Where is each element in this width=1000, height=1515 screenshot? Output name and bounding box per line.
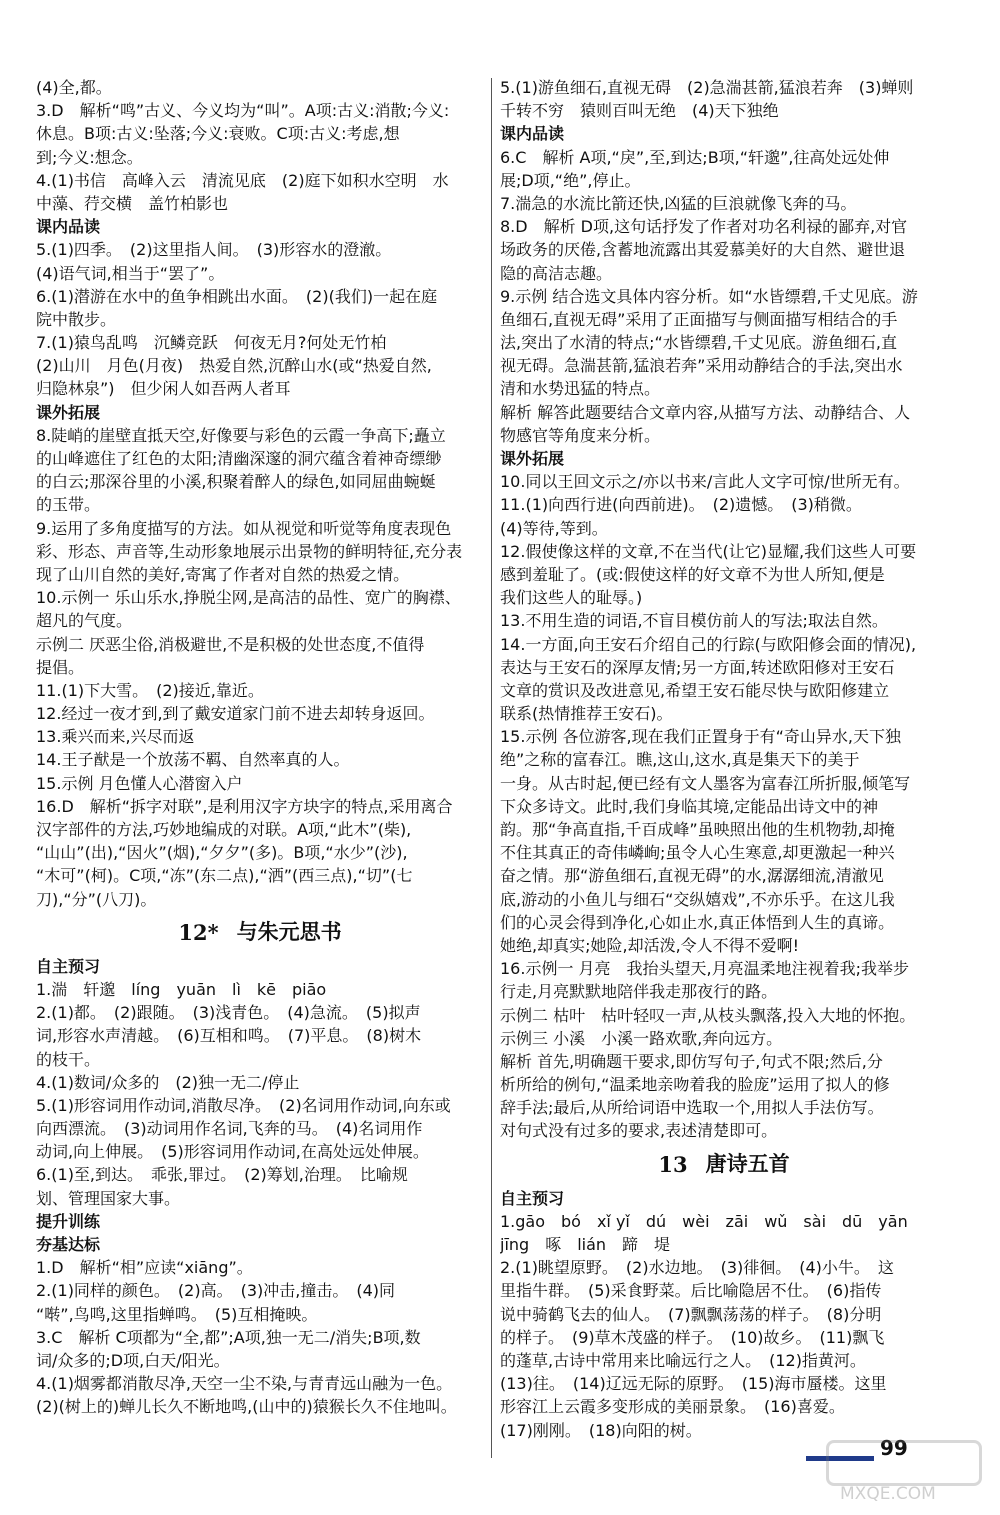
text-line: “木可”(柯)。C项,“冻”(东二点),“洒”(西三点),“切”(七	[36, 866, 413, 886]
text-line: 14.一方面,向王安石介绍自己的行踪(与欧阳修会面的情况),	[500, 634, 917, 654]
page-number: 99	[880, 1436, 908, 1460]
section-heading: 课外拓展	[36, 402, 101, 422]
text-line: 院中散步。	[36, 309, 117, 329]
text-line: 里指牛群。 (5)采食野菜。后比喻隐居不仕。 (6)指传	[500, 1281, 882, 1301]
section-13-name: 唐诗五首	[705, 1152, 790, 1177]
text-line: 6.(1)至,到达。 乖张,罪过。 (2)筹划,治理。 比喻规	[36, 1165, 408, 1185]
text-line: 提倡。	[36, 657, 85, 677]
text-line: 休息。B项:古义:坠落;今义:衰败。C项:古义:考虑,想	[36, 124, 400, 144]
text-line: 11.(1)向西行进(向西前进)。 (2)遗憾。 (3)稍微。	[500, 495, 862, 515]
text-line: 7.(1)猿鸟乱鸣 沉鳞竞跃 何夜无月?何处无竹柏	[36, 333, 387, 353]
text-line: 6.(1)潜游在水中的鱼争相跳出水面。 (2)(我们)一起在庭	[36, 286, 438, 306]
text-line: 示例二 枯叶 枯叶轻叹一声,从枝头飘落,投入大地的怀抱。	[500, 1005, 916, 1025]
text-line: 动词,向上伸展。 (5)形容词用作动词,在高处远处伸展。	[36, 1142, 429, 1162]
section-heading: 课内品读	[36, 217, 101, 237]
text-line: 5.(1)四季。 (2)这里指人间。 (3)形容水的澄澈。	[36, 240, 392, 260]
text-line: 1.湍 轩邈 líng yuān lì kē piāo	[36, 979, 327, 999]
text-line: 奋之情。那“游鱼细石,直视无碍”的水,潺潺细流,清澈见	[500, 866, 884, 886]
text-line: 到;今义:想念。	[36, 147, 143, 167]
text-line: 中藻、荇交横 盖竹柏影也	[36, 193, 229, 213]
text-line: 超凡的气度。	[36, 611, 133, 631]
text-line: 绝”之称的富春江。瞧,这山,这水,真是集天下的美于	[500, 750, 860, 770]
text-line: 9.运用了多角度描写的方法。如从视觉和听觉等角度表现色	[36, 518, 452, 538]
right-lines	[500, 76, 948, 1143]
text-line: 4.(1)数词/众多的 (2)独一无二/停止	[36, 1072, 300, 1092]
text-line: 她绝,却真实;她险,却活泼,令人不得不爱啊!	[500, 935, 800, 955]
text-line: 8.D 解析 D项,这句话抒发了作者对功名利禄的鄙弃,对官	[500, 217, 908, 237]
watermark-url: MXQE.COM	[840, 1484, 936, 1504]
section-heading: 课内品读	[500, 124, 565, 144]
text-line: 10.示例一 乐山乐水,挣脱尘网,是高洁的品性、宽广的胸襟、	[36, 588, 461, 608]
text-line: 我们这些人的耻辱。)	[500, 588, 643, 608]
text-line: 16.D 解析“拆字对联”,是利用汉字方块字的特点,采用离合	[36, 796, 453, 816]
text-line: 现了山川自然的美好,寄寓了作者对自然的热爱之情。	[36, 564, 410, 584]
text-line: 6.C 解析 A项,“戾”,至,到达;B项,“轩邈”,往高处远处伸	[500, 147, 890, 167]
text-line: 汉字部件的方法,巧妙地编成的对联。A项,“此木”(柴),	[36, 820, 412, 839]
section-heading: 自主预习	[500, 1188, 565, 1208]
text-line: 下众多诗文。此时,我们身临其境,定能品出诗文中的神	[500, 796, 879, 816]
text-line: 对句式没有过多的要求,表述清楚即可。	[500, 1121, 778, 1141]
text-line: (2)(树上的)蝉儿长久不断地鸣,(山中的)猿猴长久不住地叫。	[36, 1397, 457, 1417]
text-line: 13.不用生造的词语,不盲目模仿前人的写法;取法自然。	[500, 611, 888, 631]
text-line: 的样子。 (9)草木茂盛的样子。 (10)故乡。 (11)飘飞	[500, 1327, 885, 1347]
text-line: 感到羞耻了。(或:假使这样的好文章不为世人所知,便是	[500, 564, 885, 584]
text-line: 形容江上云霞多变形成的美丽景象。 (16)喜爱。	[500, 1397, 845, 1417]
text-line: 7.湍急的水流比箭还快,凶猛的巨浪就像飞奔的马。	[500, 193, 857, 213]
text-line: 场政务的厌倦,含蓄地流露出其爱慕美好的大自然、避世退	[500, 240, 906, 260]
text-line: 解析 首先,明确题干要求,即仿写句子,句式不限;然后,分	[500, 1051, 883, 1071]
text-line: 4.(1)书信 高峰入云 清流见底 (2)庭下如积水空明 水	[36, 170, 449, 190]
text-line: 彩、形态、声音等,生动形象地展示出景物的鲜明特征,充分表	[36, 541, 463, 561]
text-line: 11.(1)下大雪。 (2)接近,靠近。	[36, 680, 264, 700]
text-line: 的白云;那深谷里的小溪,积聚着醉人的绿色,如同屈曲蜿蜒	[36, 472, 436, 492]
text-line: 析所给的例句,“温柔地亲吻着我的脸庞”运用了拟人的修	[500, 1075, 890, 1095]
text-line: 5.(1)游鱼细石,直视无碍 (2)急湍甚箭,猛浪若奔 (3)蝉则	[500, 78, 914, 97]
left-column	[36, 76, 484, 1419]
text-line: 16.示例一 月亮 我抬头望天,月亮温柔地注视着我;我举步	[500, 959, 910, 979]
text-line: 示例二 厌恶尘俗,消极避世,不是积极的处世态度,不值得	[36, 634, 425, 654]
text-line: 的玉带。	[36, 495, 101, 515]
text-line: 词/众多的;D项,白天/阳光。	[36, 1350, 230, 1370]
text-line: 1.gāo bó xǐ yǐ dú wèi zāi wǔ sài dū yān	[500, 1211, 908, 1231]
text-line: 文章的赏识及改进意见,希望王安石能尽快与欧阳修建立	[500, 680, 890, 700]
text-line: 联系(热情推荐王安石)。	[500, 704, 673, 724]
text-line: 韵。那“争高直指,千百成峰”虽映照出他的生机物勃,却掩	[500, 820, 895, 839]
text-line: 3.D 解析“鸣”古义、今义均为“叫”。A项:古义:消散;今义:	[36, 101, 450, 121]
text-line: 8.陡峭的崖壁直抵天空,好像要与彩色的云霞一争高下;矗立	[36, 425, 446, 445]
text-line: 物感官等角度来分析。	[500, 425, 661, 445]
text-line: 9.示例 结合选文具体内容分析。如“水皆缥碧,千丈见底。游	[500, 286, 918, 306]
text-line: 12.经过一夜才到,到了戴安道家门前不进去却转身返回。	[36, 704, 435, 724]
watermark	[826, 1440, 976, 1506]
left-lines-after	[36, 955, 484, 1419]
text-line: 14.王子猷是一个放荡不羁、自然率真的人。	[36, 750, 350, 770]
text-line: 清和水势迅猛的特点。	[500, 379, 661, 399]
text-line: 12.假使像这样的文章,不在当代(让它)显耀,我们这些人可要	[500, 541, 917, 561]
text-line: 2.(1)同样的颜色。 (2)高。 (3)冲击,撞击。 (4)同	[36, 1281, 396, 1301]
section-12-title	[36, 911, 484, 955]
text-line: (4)等待,等到。	[500, 518, 608, 538]
section-heading: 课外拓展	[500, 449, 565, 468]
text-line: 表达与王安石的深厚友情;另一方面,转述欧阳修对王安石	[500, 657, 895, 677]
text-line: (4)全,都。	[36, 78, 112, 97]
text-line: 5.(1)形容词用作动词,消散尽净。 (2)名词用作动词,向东或	[36, 1095, 451, 1115]
text-line: (13)往。 (14)辽远无际的原野。 (15)海市蜃楼。这里	[500, 1374, 887, 1394]
section-heading: 自主预习	[36, 956, 101, 976]
text-line: 词,形容水声清越。 (6)互相和鸣。 (7)平息。 (8)树木	[36, 1026, 422, 1046]
left-lines	[36, 76, 484, 911]
section-13-number: 13	[658, 1152, 688, 1178]
text-line: 划、管理国家大事。	[36, 1188, 181, 1208]
text-line: 一身。从古时起,便已经有文人墨客为富春江所折服,倾笔写	[500, 773, 911, 793]
text-line: 法,突出了水清的特点;“水皆缥碧,千丈见底。游鱼细石,直	[500, 333, 897, 353]
text-line: 2.(1)都。 (2)跟随。 (3)浅青色。 (4)急流。 (5)拟声	[36, 1003, 421, 1023]
text-line: 15.示例 月色懂人心潜窗入户	[36, 773, 243, 793]
right-lines-after	[500, 1187, 948, 1442]
text-line: 2.(1)眺望原野。 (2)水边地。 (3)徘徊。 (4)小牛。 这	[500, 1258, 894, 1278]
text-line: 展;D项,“绝”,停止。	[500, 170, 641, 190]
text-line: 行走,月亮默默地陪伴我走那夜行的路。	[500, 982, 778, 1002]
text-line: 的蓬草,古诗中常用来比喻远行之人。 (12)指黄河。	[500, 1350, 866, 1370]
text-line: 归隐林泉”) 但少闲人如吾两人者耳	[36, 379, 291, 399]
text-line: 千转不穷 猿则百叫无绝 (4)天下独绝	[500, 101, 779, 121]
column-divider	[491, 78, 492, 1458]
text-line: jīng 啄 lián 蹄 堤	[500, 1235, 671, 1254]
text-line: “山山”(出),“因火”(烟),“夕夕”(多)。B项,“水少”(沙),	[36, 843, 408, 863]
text-line: 的枝干。	[36, 1049, 101, 1069]
text-line: (4)语气词,相当于“罢了”。	[36, 263, 225, 283]
text-line: 的山峰遮住了红色的太阳;清幽深邃的洞穴蕴含着神奇缥缈	[36, 449, 442, 468]
text-line: 1.D 解析“相”应读“xiāng”。	[36, 1258, 253, 1278]
section-13-title	[500, 1143, 948, 1187]
text-line: 10.同以王回文示之/亦以书来/言此人文字可惊/世所无有。	[500, 472, 910, 492]
text-line: 向西漂流。 (3)动词用作名词,飞奔的马。 (4)名词用作	[36, 1119, 423, 1139]
text-line: 刀),“分”(八刀)。	[36, 889, 157, 909]
text-line: (17)刚刚。 (18)向阳的树。	[500, 1420, 702, 1440]
section-12-name: 与朱元思书	[236, 920, 342, 945]
watermark-logo	[826, 1440, 982, 1486]
text-line: 底,游动的小鱼儿与细石“交纵嬉戏”,不亦乐乎。在这儿我	[500, 889, 895, 909]
section-12-number: 12*	[178, 920, 219, 946]
section-heading: 夯基达标	[36, 1235, 101, 1254]
text-line: 不住其真正的奇伟嶙峋;虽令人心生寒意,却更激起一种兴	[500, 843, 895, 863]
right-column	[500, 76, 948, 1442]
text-line: 辞手法;最后,从所给词语中选取一个,用拟人手法仿写。	[500, 1098, 884, 1118]
text-line: 15.示例 各位游客,现在我们正置身于有“奇山异水,天下独	[500, 727, 901, 747]
text-line: 们的心灵会得到净化,心如止水,真正体悟到人生的真谛。	[500, 912, 895, 932]
text-line: 隐的高洁志趣。	[500, 263, 613, 283]
text-line: 鱼细石,直视无碍”采用了正面描写与侧面描写相结合的手	[500, 309, 898, 329]
text-line: 解析 解答此题要结合文章内容,从描写方法、动静结合、人	[500, 402, 911, 422]
text-line: 4.(1)烟雾都消散尽净,天空一尘不染,与青青远山融为一色。	[36, 1374, 453, 1394]
text-line: 3.C 解析 C项都为“全,都”;A项,独一无二/消失;B项,数	[36, 1327, 421, 1347]
text-line: 说中骑鹤飞去的仙人。 (7)飘飘荡荡的样子。 (8)分明	[500, 1304, 882, 1324]
text-line: 13.乘兴而来,兴尽而返	[36, 727, 195, 747]
text-line: 视无碍。急湍甚箭,猛浪若奔”采用动静结合的手法,突出水	[500, 356, 903, 376]
text-line: 示例三 小溪 小溪一路欢歌,奔向远方。	[500, 1028, 783, 1048]
section-heading: 提升训练	[36, 1211, 101, 1231]
text-line: (2)山川 月色(月夜) 热爱自然,沉醉山水(或“热爱自然,	[36, 356, 432, 376]
text-line: “啭”,鸟鸣,这里指蝉鸣。 (5)互相掩映。	[36, 1304, 318, 1324]
